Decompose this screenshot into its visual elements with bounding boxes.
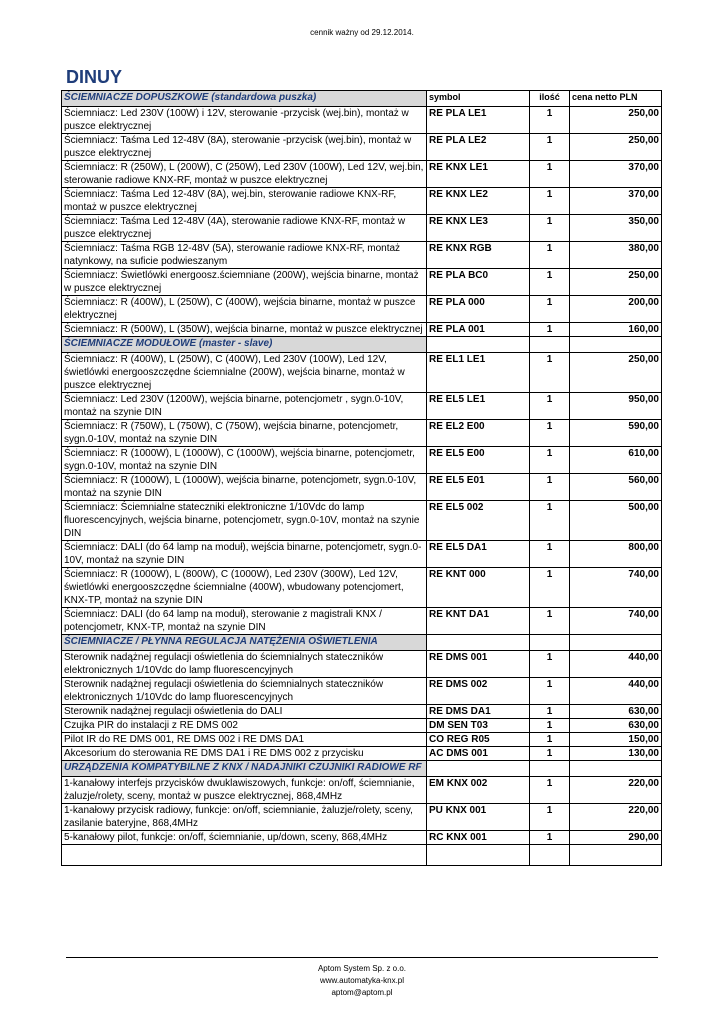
product-symbol: RE EL1 LE1	[427, 353, 530, 393]
table-row	[62, 393, 662, 420]
table-row	[62, 705, 662, 719]
table-row	[62, 678, 662, 705]
product-description: Ściemniacz: R (500W), L (350W), wejścia binarne, montaż w puszce elektrycznej	[62, 323, 427, 337]
product-symbol: RE EL5 002	[427, 501, 530, 541]
valid-from-date: cennik ważny od 29.12.2014.	[310, 28, 414, 37]
product-price: 150,00	[570, 733, 662, 747]
section-header-row	[62, 91, 662, 107]
product-description: Ściemniacz: Taśma Led 12-48V (4A), sterowanie radiowe KNX-RF, montaż w puszce elektrycznej	[62, 215, 427, 242]
product-quantity: 1	[530, 474, 570, 501]
product-price: 350,00	[570, 215, 662, 242]
product-quantity: 1	[530, 188, 570, 215]
empty-cell	[530, 845, 570, 866]
empty-cell	[427, 635, 530, 651]
section-header-row	[62, 635, 662, 651]
product-price: 200,00	[570, 296, 662, 323]
product-quantity: 1	[530, 705, 570, 719]
price-list-body	[62, 91, 662, 866]
empty-cell	[62, 845, 427, 866]
product-symbol: RE DMS 002	[427, 678, 530, 705]
product-price: 440,00	[570, 678, 662, 705]
product-description: Ściemniacz: DALI (do 64 lamp na moduł), wejścia binarne, potencjometr, sygn.0-10V, montaż na szynie DIN	[62, 541, 427, 568]
empty-cell	[427, 845, 530, 866]
table-row	[62, 501, 662, 541]
table-row	[62, 420, 662, 447]
product-price: 950,00	[570, 393, 662, 420]
product-quantity: 1	[530, 420, 570, 447]
table-row	[62, 733, 662, 747]
product-description: Sterownik nadążnej regulacji oświetlenia do ściemnialnych stateczników elektronicznych 1/10Vdc do lamp fluorescencyjnych	[62, 678, 427, 705]
section-header-row	[62, 761, 662, 777]
product-symbol: RC KNX 001	[427, 831, 530, 845]
table-row	[62, 804, 662, 831]
product-symbol: RE KNX LE3	[427, 215, 530, 242]
product-price: 440,00	[570, 651, 662, 678]
product-symbol: RE KNX RGB	[427, 242, 530, 269]
empty-cell	[570, 845, 662, 866]
product-quantity: 1	[530, 733, 570, 747]
product-description: Ściemniacz: R (1000W), L (1000W), wejścia binarne, potencjometr, sygn.0-10V, montaż na szynie DIN	[62, 474, 427, 501]
product-description: Ściemniacz: Taśma Led 12-48V (8A), wej.bin, sterowanie radiowe KNX-RF, montaż w puszce elektrycznej	[62, 188, 427, 215]
product-description: Ściemniacz: R (400W), L (250W), C (400W), wejścia binarne, montaż w puszce elektrycznej	[62, 296, 427, 323]
table-row	[62, 215, 662, 242]
product-description: 1-kanałowy przycisk radiowy, funkcje: on/off, sciemnianie, żaluzje/rolety, sceny, zasilanie bateryjne, 868,4MHz	[62, 804, 427, 831]
product-description: 5-kanałowy pilot, funkcje: on/off, ściemnianie, up/down, sceny, 868,4MHz	[62, 831, 427, 845]
product-price: 250,00	[570, 269, 662, 296]
product-symbol: AC DMS 001	[427, 747, 530, 761]
product-symbol: RE PLA BC0	[427, 269, 530, 296]
product-symbol: RE EL5 E01	[427, 474, 530, 501]
table-row	[62, 831, 662, 845]
product-description: Ściemniacz: R (1000W), L (800W), C (1000W), Led 230V (300W), Led 12V, świetlówki energooszczędne ściemnialne (400W), wbudowany potencjomert, KNX-TP, montaż na szynie DIN	[62, 568, 427, 608]
product-description: Ściemniacz: R (400W), L (250W), C (400W), Led 230V (100W), Led 12V, świetlówki energooszczędne ściemnialne (200W), wejścia binarne, montaż w puszce elektrycznej	[62, 353, 427, 393]
brand-title: DINUY	[66, 67, 123, 87]
product-symbol: RE DMS 001	[427, 651, 530, 678]
product-description: 1-kanałowy interfejs przycisków dwuklawiszowych, funkcje: on/off, ściemnianie, żaluzje/rolety, sceny, montaż w puszce elektrycznej, 868,4MHz	[62, 777, 427, 804]
product-quantity: 1	[530, 568, 570, 608]
product-price: 220,00	[570, 804, 662, 831]
product-price: 590,00	[570, 420, 662, 447]
empty-cell	[570, 761, 662, 777]
empty-cell	[570, 337, 662, 353]
table-row	[62, 161, 662, 188]
product-symbol: DM SEN T03	[427, 719, 530, 733]
product-description: Sterownik nadążnej regulacji oświetlenia do ściemnialnych stateczników elektronicznych 1/10Vdc do lamp fluorescencyjnych	[62, 651, 427, 678]
product-description: Ściemniacz: Taśma RGB 12-48V (5A), sterowanie radiowe KNX-RF, montaż natynkowy, na suficie podwieszanym	[62, 242, 427, 269]
section-title: ŚCIEMNIACZE DOPUSZKOWE (standardowa puszka)	[62, 91, 427, 107]
product-symbol: RE KNT 000	[427, 568, 530, 608]
product-quantity: 1	[530, 107, 570, 134]
product-description: Sterownik nadążnej regulacji oświetlenia do DALI	[62, 705, 427, 719]
product-price: 370,00	[570, 188, 662, 215]
product-price: 250,00	[570, 134, 662, 161]
product-description: Ściemniacz: Led 230V (100W) i 12V, sterowanie -przycisk (wej.bin), montaż w puszce elektrycznej	[62, 107, 427, 134]
column-header-price: cena netto PLN	[570, 91, 662, 107]
product-quantity: 1	[530, 651, 570, 678]
product-price: 380,00	[570, 242, 662, 269]
product-quantity: 1	[530, 161, 570, 188]
empty-cell	[570, 635, 662, 651]
table-row	[62, 719, 662, 733]
footer-website: www.automatyka-knx.pl	[319, 976, 405, 985]
table-row	[62, 353, 662, 393]
footer	[0, 963, 724, 999]
product-price: 740,00	[570, 568, 662, 608]
product-description: Czujka PIR do instalacji z RE DMS 002	[62, 719, 427, 733]
product-price: 610,00	[570, 447, 662, 474]
section-title: ŚCIEMNIACZE / PŁYNNA REGULACJA NATĘŻENIA OŚWIETLENIA	[62, 635, 427, 651]
table-row	[62, 474, 662, 501]
product-price: 560,00	[570, 474, 662, 501]
product-symbol: RE EL2 E00	[427, 420, 530, 447]
product-quantity: 1	[530, 393, 570, 420]
product-quantity: 1	[530, 242, 570, 269]
table-row	[62, 134, 662, 161]
product-description: Ściemniacz: Taśma Led 12-48V (8A), sterowanie -przycisk (wej.bin), montaż w puszce elektrycznej	[62, 134, 427, 161]
product-symbol: RE PLA 000	[427, 296, 530, 323]
product-price: 250,00	[570, 107, 662, 134]
product-quantity: 1	[530, 608, 570, 635]
product-description: Akcesorium do sterowania RE DMS DA1 i RE DMS 002 z przycisku	[62, 747, 427, 761]
product-price: 500,00	[570, 501, 662, 541]
product-price: 630,00	[570, 719, 662, 733]
product-symbol: RE EL5 E00	[427, 447, 530, 474]
price-list-table	[61, 90, 662, 866]
product-quantity: 1	[530, 296, 570, 323]
product-description: Ściemniacz: R (750W), L (750W), C (750W), wejścia binarne, potencjometr, sygn.0-10V, montaż na szynie DIN	[62, 420, 427, 447]
product-price: 250,00	[570, 353, 662, 393]
product-quantity: 1	[530, 447, 570, 474]
product-price: 800,00	[570, 541, 662, 568]
product-price: 630,00	[570, 705, 662, 719]
product-quantity: 1	[530, 777, 570, 804]
product-description: Pilot IR do RE DMS 001, RE DMS 002 i RE DMS DA1	[62, 733, 427, 747]
empty-cell	[427, 761, 530, 777]
product-quantity: 1	[530, 215, 570, 242]
section-title: ŚCIEMNIACZE MODUŁOWE (master - slave)	[62, 337, 427, 353]
table-row	[62, 296, 662, 323]
table-row	[62, 107, 662, 134]
table-row	[62, 323, 662, 337]
product-quantity: 1	[530, 831, 570, 845]
product-symbol: CO REG R05	[427, 733, 530, 747]
product-price: 370,00	[570, 161, 662, 188]
empty-table-row	[62, 845, 662, 866]
product-symbol: RE KNX LE2	[427, 188, 530, 215]
product-quantity: 1	[530, 804, 570, 831]
empty-cell	[530, 761, 570, 777]
table-row	[62, 541, 662, 568]
product-symbol: RE EL5 DA1	[427, 541, 530, 568]
product-price: 290,00	[570, 831, 662, 845]
product-description: Ściemniacz: Led 230V (1200W), wejścia binarne, potencjometr , sygn.0-10V, montaż na szynie DIN	[62, 393, 427, 420]
product-quantity: 1	[530, 678, 570, 705]
product-price: 740,00	[570, 608, 662, 635]
table-row	[62, 651, 662, 678]
table-row	[62, 447, 662, 474]
product-symbol: RE EL5 LE1	[427, 393, 530, 420]
table-row	[62, 608, 662, 635]
footer-company: Aptom System Sp. z o.o.	[317, 964, 407, 973]
empty-cell	[530, 635, 570, 651]
product-symbol: RE KNX LE1	[427, 161, 530, 188]
product-price: 160,00	[570, 323, 662, 337]
table-row	[62, 188, 662, 215]
product-symbol: PU KNX 001	[427, 804, 530, 831]
product-symbol: EM KNX 002	[427, 777, 530, 804]
product-symbol: RE PLA LE2	[427, 134, 530, 161]
table-row	[62, 568, 662, 608]
section-header-row	[62, 337, 662, 353]
product-description: Ściemniacz: DALI (do 64 lamp na moduł), sterowanie z magistrali KNX / potencjometr, KNX-TP, montaż na szynie DIN	[62, 608, 427, 635]
product-description: Ściemniacz: R (250W), L (200W), C (250W), Led 230V (100W), Led 12V, wej.bin, sterowanie radiowe KNX-RF, montaż w puszce elektrycznej	[62, 161, 427, 188]
product-symbol: RE KNT DA1	[427, 608, 530, 635]
table-row	[62, 747, 662, 761]
product-symbol: RE PLA 001	[427, 323, 530, 337]
product-price: 130,00	[570, 747, 662, 761]
footer-divider	[66, 957, 658, 958]
footer-email: aptom@aptom.pl	[331, 988, 393, 997]
product-symbol: RE PLA LE1	[427, 107, 530, 134]
empty-cell	[427, 337, 530, 353]
product-quantity: 1	[530, 134, 570, 161]
table-row	[62, 777, 662, 804]
table-row	[62, 269, 662, 296]
product-quantity: 1	[530, 323, 570, 337]
product-description: Ściemniacz: Ściemnialne stateczniki elektroniczne 1/10Vdc do lamp fluorescencyjnych, wejścia binarne, potencjometr, sygn.0-10V, montaż na szynie DIN	[62, 501, 427, 541]
column-header-symbol: symbol	[427, 91, 530, 107]
section-title: URZĄDZENIA KOMPATYBILNE Z KNX / NADAJNIKI CZUJNIKI RADIOWE RF	[62, 761, 427, 777]
product-quantity: 1	[530, 269, 570, 296]
product-quantity: 1	[530, 747, 570, 761]
product-quantity: 1	[530, 541, 570, 568]
column-header-quantity: ilość	[530, 91, 570, 107]
product-price: 220,00	[570, 777, 662, 804]
product-description: Ściemniacz: Świetlówki energoosz.ściemniane (200W), wejścia binarne, montaż w puszce elektrycznej	[62, 269, 427, 296]
product-description: Ściemniacz: R (1000W), L (1000W), C (1000W), wejścia binarne, potencjometr, sygn.0-10V, montaż na szynie DIN	[62, 447, 427, 474]
product-quantity: 1	[530, 353, 570, 393]
table-row	[62, 242, 662, 269]
empty-cell	[530, 337, 570, 353]
product-quantity: 1	[530, 719, 570, 733]
product-quantity: 1	[530, 501, 570, 541]
product-symbol: RE DMS DA1	[427, 705, 530, 719]
